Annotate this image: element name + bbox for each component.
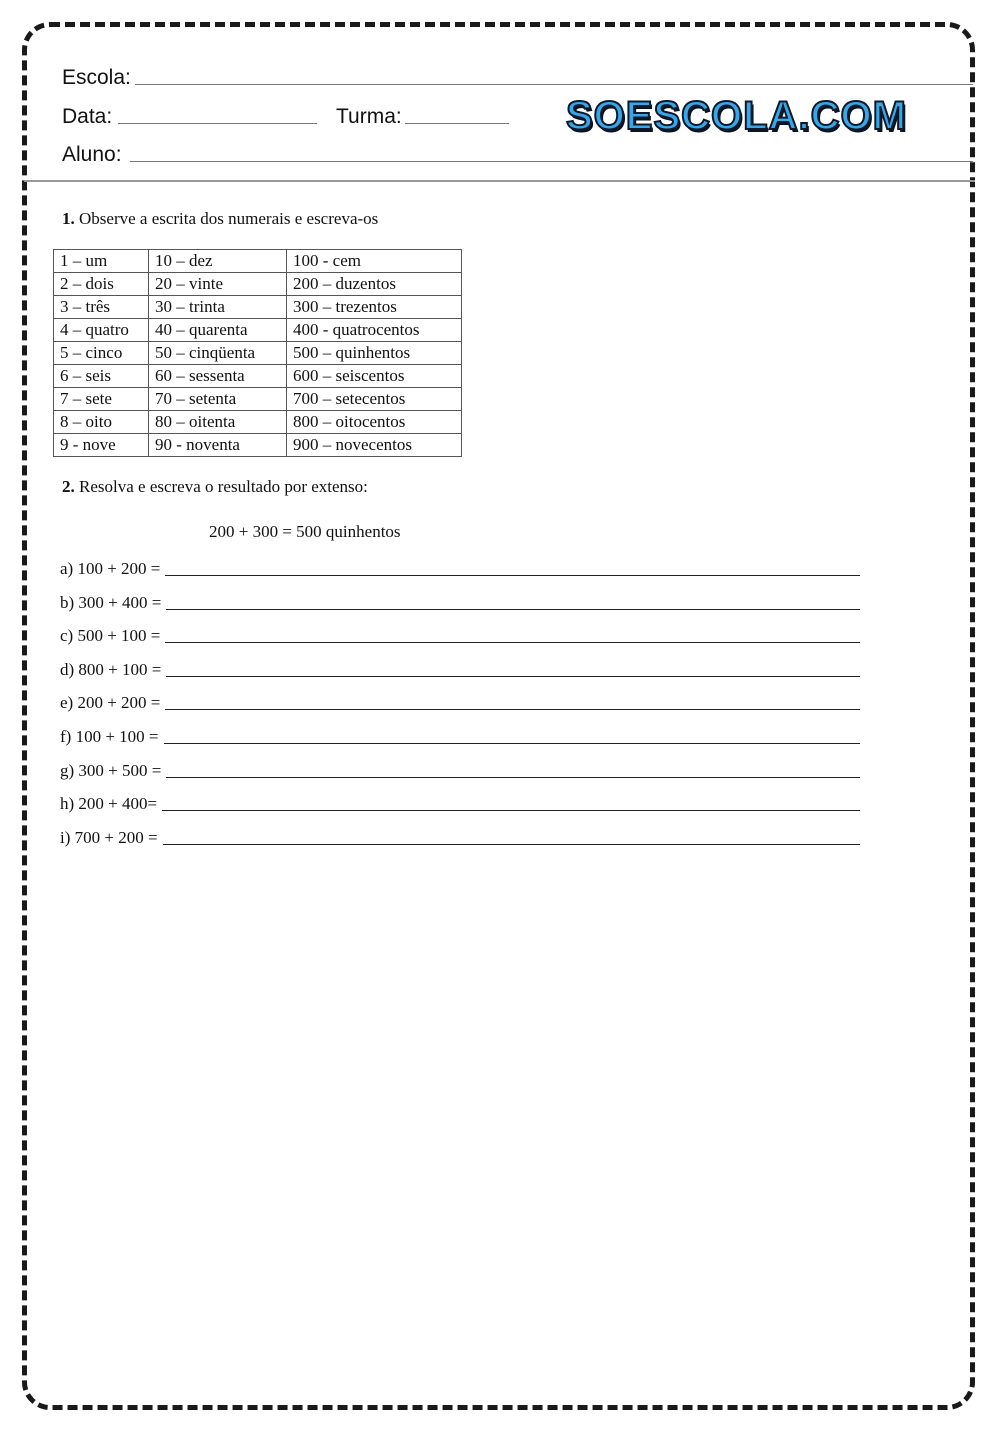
table-cell: 900 – novecentos bbox=[287, 434, 462, 457]
table-cell: 8 – oito bbox=[54, 411, 149, 434]
exercise-row bbox=[60, 589, 860, 613]
q2-example: 200 + 300 = 500 quinhentos bbox=[209, 522, 401, 541]
answer-line[interactable] bbox=[165, 642, 860, 643]
exercise-label: h) 200 + 400= bbox=[60, 794, 158, 814]
table-cell: 1 – um bbox=[54, 250, 149, 273]
table-cell: 90 - noventa bbox=[149, 434, 287, 457]
table-cell: 80 – oitenta bbox=[149, 411, 287, 434]
table-cell: 800 – oitocentos bbox=[287, 411, 462, 434]
table-cell: 600 – seiscentos bbox=[287, 365, 462, 388]
header-separator bbox=[24, 180, 975, 182]
table-cell: 50 – cinqüenta bbox=[149, 342, 287, 365]
aluno-field[interactable] bbox=[130, 161, 973, 162]
table-row bbox=[54, 434, 462, 457]
exercise-label: e) 200 + 200 = bbox=[60, 693, 161, 713]
exercise-label: g) 300 + 500 = bbox=[60, 760, 162, 780]
q2-text: Resolva e escreva o resultado por extenso: bbox=[79, 477, 368, 496]
dashed-page-border bbox=[22, 22, 975, 1410]
exercise-label: d) 800 + 100 = bbox=[60, 659, 162, 679]
escola-field[interactable] bbox=[135, 84, 973, 85]
exercise-row bbox=[60, 656, 860, 680]
escola-label: Escola: bbox=[62, 66, 131, 89]
table-cell: 30 – trinta bbox=[149, 296, 287, 319]
table-cell: 9 - nove bbox=[54, 434, 149, 457]
table-cell: 5 – cinco bbox=[54, 342, 149, 365]
answer-line[interactable] bbox=[165, 575, 860, 576]
table-row bbox=[54, 250, 462, 273]
answer-line[interactable] bbox=[166, 777, 860, 778]
table-row bbox=[54, 365, 462, 388]
answer-line[interactable] bbox=[163, 844, 860, 845]
table-cell: 4 – quatro bbox=[54, 319, 149, 342]
turma-field[interactable] bbox=[405, 123, 509, 124]
exercise-row bbox=[60, 622, 860, 646]
exercise-label: c) 500 + 100 = bbox=[60, 626, 161, 646]
answer-line[interactable] bbox=[162, 810, 860, 811]
numerals-table bbox=[53, 249, 462, 457]
exercise-row bbox=[60, 689, 860, 713]
q2-title bbox=[62, 477, 368, 497]
table-cell: 6 – seis bbox=[54, 365, 149, 388]
exercise-label: a) 100 + 200 = bbox=[60, 559, 161, 578]
data-label: Data: bbox=[62, 105, 113, 128]
q1-text: Observe a escrita dos numerais e escreva-os bbox=[79, 209, 379, 228]
table-row bbox=[54, 296, 462, 319]
table-row bbox=[54, 342, 462, 365]
exercise-label: f) 100 + 100 = bbox=[60, 727, 159, 746]
table-cell: 2 – dois bbox=[54, 273, 149, 296]
table-cell: 3 – três bbox=[54, 296, 149, 319]
answer-line[interactable] bbox=[165, 709, 860, 710]
table-cell: 700 – setecentos bbox=[287, 388, 462, 411]
table-cell: 200 – duzentos bbox=[287, 273, 462, 296]
table-cell: 500 – quinhentos bbox=[287, 342, 462, 365]
exercise-row bbox=[60, 757, 860, 781]
table-cell: 7 – sete bbox=[54, 388, 149, 411]
answer-line[interactable] bbox=[166, 676, 860, 677]
table-cell: 20 – vinte bbox=[149, 273, 287, 296]
q1-number: 1. bbox=[62, 209, 75, 228]
exercise-row bbox=[60, 824, 860, 848]
table-cell: 100 - cem bbox=[287, 250, 462, 273]
table-cell: 10 – dez bbox=[149, 250, 287, 273]
exercise-row bbox=[60, 555, 860, 579]
table-row bbox=[54, 388, 462, 411]
aluno-label: Aluno: bbox=[62, 143, 122, 166]
exercise-label: i) 700 + 200 = bbox=[60, 827, 158, 847]
exercise-row bbox=[60, 790, 860, 814]
table-row bbox=[54, 273, 462, 296]
table-row bbox=[54, 411, 462, 434]
q1-title bbox=[62, 209, 378, 229]
table-cell: 400 - quatrocentos bbox=[287, 319, 462, 342]
exercise-label: b) 300 + 400 = bbox=[60, 592, 162, 612]
turma-label: Turma: bbox=[336, 105, 402, 128]
data-field[interactable] bbox=[118, 123, 317, 124]
table-cell: 40 – quarenta bbox=[149, 319, 287, 342]
answer-line[interactable] bbox=[166, 609, 860, 610]
table-cell: 60 – sessenta bbox=[149, 365, 287, 388]
site-logo: SOESCOLA.COM bbox=[566, 94, 907, 138]
table-cell: 70 – setenta bbox=[149, 388, 287, 411]
table-cell: 300 – trezentos bbox=[287, 296, 462, 319]
exercise-row bbox=[60, 723, 860, 747]
table-row bbox=[54, 319, 462, 342]
answer-line[interactable] bbox=[164, 743, 861, 744]
q2-number: 2. bbox=[62, 477, 75, 496]
